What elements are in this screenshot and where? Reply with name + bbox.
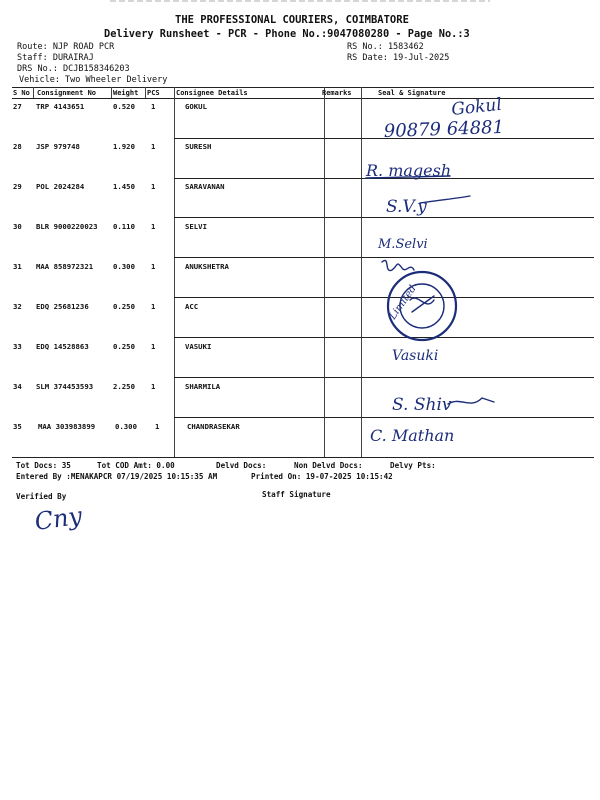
- row-consignment: POL 2024284: [36, 182, 85, 191]
- row-pcs: 1: [151, 102, 156, 111]
- col-header-consignee: Consignee Details: [176, 89, 248, 97]
- row-pcs: 1: [151, 142, 156, 151]
- signature-vasuki: Vasuki: [392, 348, 439, 364]
- row-weight: 1.450: [113, 182, 135, 191]
- delivery-points: Delvy Pts:: [390, 461, 436, 470]
- stamp-signature: [410, 296, 434, 312]
- runsheet-title: Delivery Runsheet - PCR - Phone No.:9047080280 - Page No.:3: [104, 28, 470, 40]
- row-consignment: JSP 979748: [36, 142, 80, 151]
- row-sno: 31: [13, 262, 22, 271]
- signature-magesh: R. magesh: [366, 161, 452, 180]
- rs-date: RS Date: 19-Jul-2025: [347, 53, 450, 63]
- handwritten-phone: 90879 64881: [383, 116, 505, 142]
- row-consignee: VASUKI: [185, 342, 212, 351]
- signature-sharmila: S. Shiv: [392, 395, 452, 415]
- row-weight: 0.520: [113, 102, 135, 111]
- company-stamp: [387, 272, 456, 340]
- signature-selvi: M.Selvi: [378, 237, 428, 252]
- row-pcs: 1: [151, 342, 156, 351]
- vehicle-label: Vehicle: Two Wheeler Delivery: [19, 75, 168, 85]
- col-header-remarks: Remarks: [322, 89, 352, 97]
- row-sno: 32: [13, 302, 22, 311]
- row-weight: 0.300: [113, 262, 135, 271]
- row-consignee: SURESH: [185, 142, 212, 151]
- verified-by-label: Verified By: [16, 492, 67, 501]
- row-consignee: CHANDRASEKAR: [187, 422, 240, 431]
- col-header-pcs: PCS: [147, 89, 160, 97]
- row-consignment: BLR 9000220023: [36, 222, 98, 231]
- signature-saravanan: S.V.y: [386, 197, 427, 217]
- row-weight: 0.300: [115, 422, 137, 431]
- row-sno: 35: [13, 422, 22, 431]
- row-sno: 30: [13, 222, 22, 231]
- signature-chandrasekar: C. Mathan: [370, 426, 455, 445]
- staff-label: Staff: DURAIRAJ: [17, 53, 94, 63]
- row-consignee: GOKUL: [185, 102, 207, 111]
- row-consignment: TRP 4143651: [36, 102, 85, 111]
- row-pcs: 1: [151, 182, 156, 191]
- row-consignee: SARAVANAN: [185, 182, 225, 191]
- col-header-consignment: Consignment No: [37, 89, 97, 97]
- row-sno: 33: [13, 342, 22, 351]
- row-sno: 28: [13, 142, 22, 151]
- non-delivered-docs: Non Delvd Docs:: [294, 461, 363, 470]
- row-weight: 0.250: [113, 342, 135, 351]
- row-pcs: 1: [151, 382, 156, 391]
- stamp-text: Limited: [387, 283, 419, 322]
- row-sno: 34: [13, 382, 22, 391]
- company-title: THE PROFESSIONAL COURIERS, COIMBATORE: [175, 14, 409, 26]
- signature-anukshetra: [382, 260, 414, 270]
- entered-by: Entered By :MENAKAPCR 07/19/2025 10:15:35 AM: [16, 472, 218, 481]
- row-sno: 29: [13, 182, 22, 191]
- row-weight: 1.920: [113, 142, 135, 151]
- row-consignment: MAA 303983899: [38, 422, 96, 431]
- staff-signature-label: Staff Signature: [262, 490, 331, 499]
- rs-number: RS No.: 1583462: [347, 42, 424, 52]
- route-label: Route: NJP ROAD PCR: [17, 42, 115, 52]
- row-pcs: 1: [155, 422, 160, 431]
- row-consignment: MAA 858972321: [36, 262, 94, 271]
- row-consignment: SLM 374453593: [36, 382, 94, 391]
- row-pcs: 1: [151, 262, 156, 271]
- row-consignment: EDQ 14528863: [36, 342, 89, 351]
- signature-gokul: Gokul: [450, 94, 503, 120]
- row-consignee: ANUKSHETRA: [185, 262, 229, 271]
- row-pcs: 1: [151, 302, 156, 311]
- row-weight: 0.250: [113, 302, 135, 311]
- row-consignee: SHARMILA: [185, 382, 221, 391]
- col-header-sno: S No: [13, 89, 30, 97]
- row-pcs: 1: [151, 222, 156, 231]
- row-weight: 0.110: [113, 222, 135, 231]
- total-cod-amount: Tot COD Amt: 0.00: [97, 461, 175, 470]
- row-consignee: ACC: [185, 302, 199, 311]
- row-sno: 27: [13, 102, 22, 111]
- row-consignee: SELVI: [185, 222, 207, 231]
- col-header-seal: Seal & Signature: [378, 89, 446, 97]
- row-consignment: EDQ 25681236: [36, 302, 89, 311]
- signature-stroke: [420, 196, 470, 203]
- verifier-signature: Cny: [32, 501, 84, 536]
- total-docs: Tot Docs: 35: [16, 461, 71, 470]
- printed-on: Printed On: 19-07-2025 10:15:42: [251, 472, 393, 481]
- signature-stroke: [448, 398, 494, 404]
- drs-number: DRS No.: DCJB158346203: [17, 64, 130, 74]
- delivered-docs: Delvd Docs:: [216, 461, 267, 470]
- row-weight: 2.250: [113, 382, 135, 391]
- col-header-weight: Weight: [113, 89, 139, 97]
